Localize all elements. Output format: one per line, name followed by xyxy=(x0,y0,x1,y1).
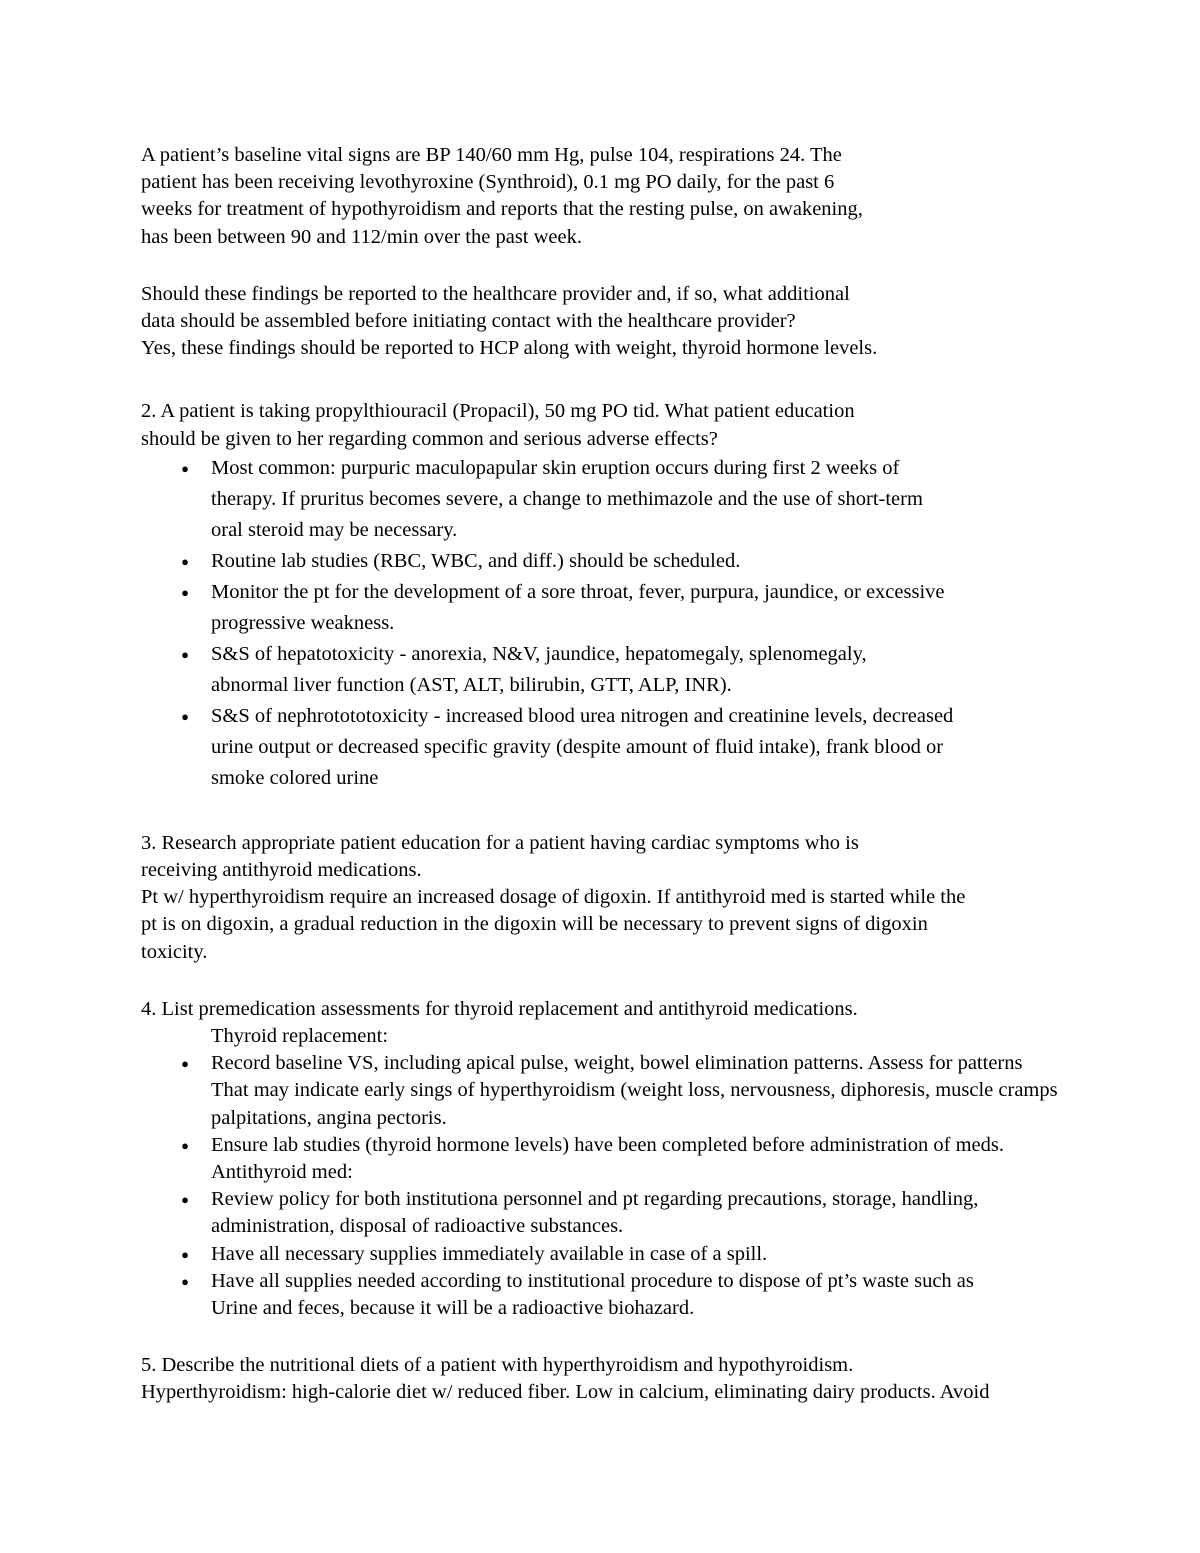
question-3-answer: pt is on digoxin, a gradual reduction in the digoxin will be necessary to prevent signs of digoxin xyxy=(141,913,928,936)
question-3-answer: Pt w/ hyperthyroidism require an increased dosage of digoxin. If antithyroid med is started while the xyxy=(141,886,966,909)
question-3 xyxy=(141,830,1196,966)
text-line: weeks for treatment of hypothyroidism and reports that the resting pulse, on awakening, xyxy=(141,198,863,221)
intro-paragraph xyxy=(141,142,1196,251)
bullet-icon: ● xyxy=(181,708,189,724)
antithyroid-list xyxy=(141,1186,1196,1322)
bullet-icon: ● xyxy=(181,553,189,569)
question-5 xyxy=(141,1352,1196,1406)
question-4-text: 4. List premedication assessments for thyroid replacement and antithyroid medications. xyxy=(141,997,858,1020)
list-item: ● Have all supplies needed according to institutional procedure to dispose of pt’s waste such as Urine and feces, because it will be a radioactive biohazard. xyxy=(141,1268,1196,1322)
bullet-icon: ● xyxy=(181,1246,189,1262)
adverse-effects-list xyxy=(141,453,1196,794)
question-1 xyxy=(141,281,1196,363)
list-item: ● Review policy for both institutiona personnel and pt regarding precautions, storage, handling, administration, disposal of radioactive substances. xyxy=(141,1186,1196,1240)
bullet-icon: ● xyxy=(181,1273,189,1289)
question-5-text: 5. Describe the nutritional diets of a patient with hyperthyroidism and hypothyroidism. xyxy=(141,1354,854,1377)
text-line: patient has been receiving levothyroxine (Synthroid), 0.1 mg PO daily, for the past 6 xyxy=(141,171,835,194)
list-item: ● S&S of nephrotototoxicity - increased blood urea nitrogen and creatinine levels, decreased urine output or decreased specific gravity (despite amount of fluid intake), frank blood or smoke colored urine xyxy=(141,701,1196,794)
question-2-text: should be given to her regarding common and serious adverse effects? xyxy=(141,427,718,450)
bullet-icon: ● xyxy=(181,1137,189,1153)
question-4 xyxy=(141,996,1196,1322)
document-page xyxy=(141,142,1196,1407)
list-item: ● Ensure lab studies (thyroid hormone levels) have been completed before administration of meds. xyxy=(141,1132,1196,1159)
bullet-icon: ● xyxy=(181,1192,189,1208)
question-3-text: receiving antithyroid medications. xyxy=(141,859,422,882)
list-item: ● Routine lab studies (RBC, WBC, and diff.) should be scheduled. xyxy=(141,546,1196,577)
antithyroid-heading: Antithyroid med: xyxy=(211,1161,353,1184)
text-line: has been between 90 and 112/min over the past week. xyxy=(141,225,582,248)
bullet-icon: ● xyxy=(181,1056,189,1072)
question-2 xyxy=(141,398,1196,793)
question-1-answer: Yes, these findings should be reported to HCP along with weight, thyroid hormone levels. xyxy=(141,337,878,360)
question-3-answer: toxicity. xyxy=(141,940,208,963)
question-2-text: 2. A patient is taking propylthiouracil (Propacil), 50 mg PO tid. What patient education xyxy=(141,400,855,423)
question-1-text: data should be assembled before initiating contact with the healthcare provider? xyxy=(141,310,796,333)
list-item: ● Have all necessary supplies immediately available in case of a spill. xyxy=(141,1241,1196,1268)
question-1-text: Should these findings be reported to the healthcare provider and, if so, what additional xyxy=(141,282,850,305)
list-item: ● Record baseline VS, including apical pulse, weight, bowel elimination patterns. Assess for patterns That may indicate early sings of hyperthyroidism (weight loss, nervousness, diphoresis, muscle cramps palpitations, angina pectoris. xyxy=(141,1050,1196,1132)
list-item: ● Most common: purpuric maculopapular skin eruption occurs during first 2 weeks of therapy. If pruritus becomes severe, a change to methimazole and the use of short-term oral steroid may be necessary. xyxy=(141,453,1196,546)
thyroid-replacement-list xyxy=(141,1050,1196,1159)
bullet-icon: ● xyxy=(181,646,189,662)
list-item: ● S&S of hepatotoxicity - anorexia, N&V, jaundice, hepatomegaly, splenomegaly, abnormal liver function (AST, ALT, bilirubin, GTT, ALP, INR). xyxy=(141,639,1196,701)
question-5-answer: Hyperthyroidism: high-calorie diet w/ reduced fiber. Low in calcium, eliminating dairy products. Avoid xyxy=(141,1381,990,1404)
bullet-icon: ● xyxy=(181,460,189,476)
thyroid-replacement-heading: Thyroid replacement: xyxy=(211,1025,389,1048)
list-item: ● Monitor the pt for the development of a sore throat, fever, purpura, jaundice, or excessive progressive weakness. xyxy=(141,577,1196,639)
bullet-icon: ● xyxy=(181,584,189,600)
question-3-text: 3. Research appropriate patient education for a patient having cardiac symptoms who is xyxy=(141,831,859,854)
text-line: A patient’s baseline vital signs are BP 140/60 mm Hg, pulse 104, respirations 24. The xyxy=(141,144,842,166)
